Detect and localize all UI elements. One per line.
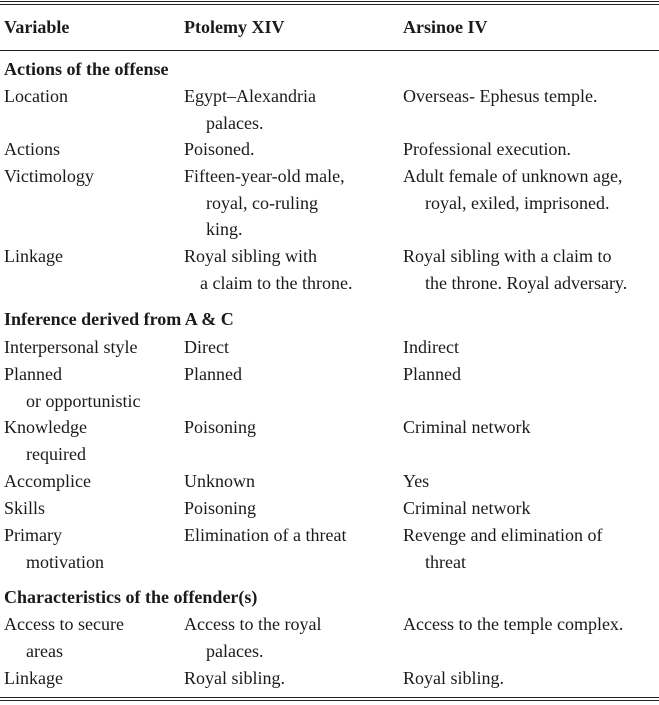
bottom-rule-outer	[0, 700, 659, 701]
row-planned-variable-line1: Planned	[4, 364, 62, 384]
row-victimology-arsinoe-line2: royal, exiled, imprisoned.	[425, 192, 610, 213]
row-motivation-variable	[4, 522, 104, 575]
row-skills-ptolemy: Poisoning	[184, 498, 257, 518]
row-accomplice-variable: Accomplice	[4, 471, 91, 491]
row-linkage2-arsinoe: Royal sibling.	[403, 668, 505, 688]
row-linkage2-ptolemy: Royal sibling.	[184, 668, 286, 688]
row-planned-ptolemy: Planned	[184, 364, 242, 384]
row-victimology-ptolemy-line3: king.	[206, 219, 243, 239]
row-linkage-ptolemy-line2: a claim to the throne.	[200, 272, 353, 293]
row-skills-arsinoe: Criminal network	[403, 498, 531, 518]
section-actions-of-offense: Actions of the offense	[4, 59, 169, 79]
row-accomplice-ptolemy: Unknown	[184, 471, 255, 491]
row-linkage-variable: Linkage	[4, 246, 63, 266]
row-knowledge-arsinoe: Criminal network	[403, 417, 531, 437]
row-victimology-ptolemy	[184, 163, 345, 243]
row-planned-variable	[4, 361, 141, 414]
row-interpersonal-arsinoe: Indirect	[403, 337, 459, 357]
bottom-rule-inner	[0, 697, 659, 698]
row-skills-variable: Skills	[4, 498, 46, 518]
header-ptolemy: Ptolemy XIV	[184, 17, 285, 37]
row-victimology-arsinoe	[403, 163, 622, 216]
row-linkage-ptolemy-line1: Royal sibling with	[184, 246, 318, 266]
section-characteristics: Characteristics of the offender(s)	[4, 587, 258, 607]
row-actions-ptolemy: Poisoned.	[184, 139, 255, 159]
row-motivation-variable-line1: Primary	[4, 525, 62, 545]
row-motivation-arsinoe-line2: threat	[425, 551, 466, 572]
row-location-variable: Location	[4, 86, 68, 106]
row-knowledge-variable-line2: required	[26, 443, 86, 464]
row-access-arsinoe: Access to the temple complex.	[403, 614, 624, 634]
row-planned-variable-line2: or opportunistic	[26, 390, 141, 411]
row-interpersonal-ptolemy: Direct	[184, 337, 229, 357]
row-linkage-arsinoe-line2: the throne. Royal adversary.	[425, 272, 628, 293]
row-motivation-ptolemy: Elimination of a threat	[184, 525, 347, 545]
row-accomplice-arsinoe: Yes	[403, 471, 430, 491]
row-access-ptolemy-line1: Access to the royal	[184, 614, 322, 634]
header-variable: Variable	[4, 17, 70, 37]
row-victimology-variable: Victimology	[4, 166, 94, 186]
row-planned-arsinoe: Planned	[403, 364, 461, 384]
row-access-ptolemy-line2: palaces.	[206, 640, 264, 661]
row-linkage2-variable: Linkage	[4, 668, 63, 688]
row-actions-arsinoe: Professional execution.	[403, 139, 571, 159]
header-rule	[0, 50, 659, 51]
row-motivation-arsinoe-line1: Revenge and elimination of	[403, 525, 603, 545]
row-interpersonal-variable: Interpersonal style	[4, 337, 138, 357]
row-linkage-arsinoe	[403, 243, 627, 296]
row-knowledge-variable	[4, 414, 87, 467]
row-victimology-ptolemy-line1: Fifteen-year-old male,	[184, 166, 345, 186]
row-location-ptolemy-line2: palaces.	[206, 112, 264, 133]
row-actions-variable: Actions	[4, 139, 60, 159]
top-rule-inner	[0, 4, 659, 5]
row-motivation-variable-line2: motivation	[26, 551, 104, 572]
row-victimology-ptolemy-line2: royal, co-ruling	[206, 192, 318, 213]
row-linkage-arsinoe-line1: Royal sibling with a claim to	[403, 246, 612, 266]
row-access-variable-line2: areas	[26, 640, 63, 661]
top-rule-outer	[0, 1, 659, 2]
row-motivation-arsinoe	[403, 522, 602, 575]
section-inference: Inference derived from A & C	[4, 309, 234, 329]
row-knowledge-ptolemy: Poisoning	[184, 417, 257, 437]
row-access-ptolemy	[184, 611, 321, 664]
row-location-ptolemy-line1: Egypt–Alexandria	[184, 86, 316, 106]
row-victimology-arsinoe-line1: Adult female of unknown age,	[403, 166, 623, 186]
row-location-ptolemy	[184, 83, 316, 136]
row-location-arsinoe: Overseas- Ephesus temple.	[403, 86, 598, 106]
row-knowledge-variable-line1: Knowledge	[4, 417, 87, 437]
row-access-variable-line1: Access to secure	[4, 614, 124, 634]
row-linkage-ptolemy	[184, 243, 352, 296]
row-access-variable	[4, 611, 124, 664]
header-arsinoe: Arsinoe IV	[403, 17, 488, 37]
